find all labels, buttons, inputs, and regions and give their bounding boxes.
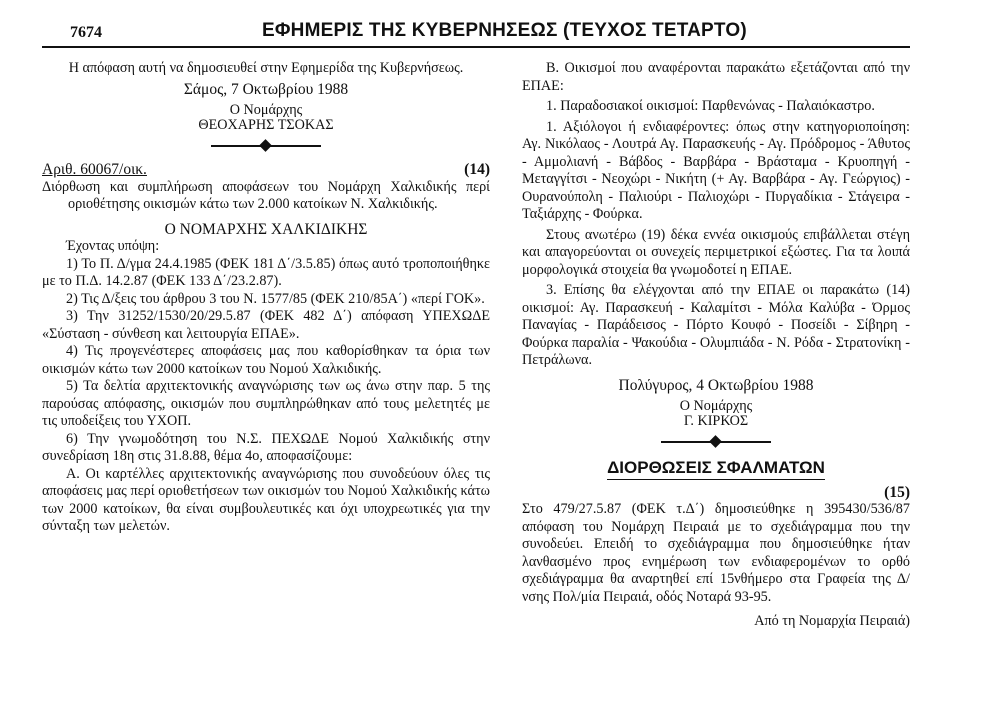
considering-item: 1) Το Π. Δ/γμα 24.4.1985 (ΦΕΚ 181 Δ΄/3.5.85) όπως αυτό τροποποιήθηκε με το Π.Δ. 14.2.87 (ΦΕΚ 133 Δ΄/23.2.87).	[42, 255, 490, 289]
publish-line: Η απόφαση αυτή να δημοσιευθεί στην Εφημερίδα της Κυβερνήσεως.	[68, 60, 464, 76]
place-date: Πολύγυρος, 4 Οκτωβρίου 1988	[618, 376, 814, 394]
decision-ref: (14)	[464, 161, 490, 178]
considering-item: 2) Τις Δ/ξεις του άρθρου 3 του Ν. 1577/85 (ΦΕΚ 210/85Α΄) «περί ΓΟΚ».	[66, 290, 485, 307]
page-header	[42, 14, 910, 48]
notable-settlements: 1. Αξιόλογοι ή ενδιαφέροντες: όπως στην κατηγοριοποίηση: Αγ. Νικόλαος - Λουτρά Αγ. Παρασκευής - Αγ. Πρόδρομος - Άθυτος - Αμμολιανή - Βάβδος - Βαρβάρα - Βράσταμα - Κρυοπηγή - Μεταγγίτσι - Νεοχώρι - Νικήτη (+ Αγ. Βαρβάρα - Αγ. Γεώργιος) - Ουρανούπολη - Παλιούρι - Παλιοχώρι - Πυργαδίκια - Στάγειρα - Ταξιάρχης - Φούρκα.	[522, 118, 910, 222]
gazette-title: ΕΦΗΜΕΡΙΣ ΤΗΣ ΚΥΒΕΡΝΗΣΕΩΣ (ΤΕΥΧΟΣ ΤΕΤΑΡΤΟ)	[262, 20, 747, 41]
signature-block	[522, 399, 910, 429]
section-title-text: ΔΙΟΡΘΩΣΕΙΣ ΣΦΑΛΜΑΤΩΝ	[607, 458, 825, 480]
correction-text: Στο 479/27.5.87 (ΦΕΚ τ.Δ΄) δημοσιεύθηκε η 395430/536/87 απόφαση του Νομάρχη Πειραιά με το σχεδιάγραμμα που την συνοδεύει. Επειδή το σχεδιάγραμμα που δημοσιεύθηκε ήταν λανθασμένο προς ενημέρωση των ενδιαφερομένων το ορθό σχεδιάγραμμα θα αναρτηθεί επί 15νθήμερο στα Γραφεία της Δ/νσης Πολ/μία Πειραιά, οδός Νοταρά 93-95.	[522, 501, 910, 605]
considering-item: 3) Την 31252/1530/20/29.5.87 (ΦΕΚ 482 Δ΄) απόφαση ΥΠΕΧΩΔΕ «Σύσταση - σύνθεση και λειτουργία ΕΠΑΕ».	[42, 308, 490, 342]
right-column	[522, 60, 910, 631]
signer-role: Ο Νομάρχης	[679, 398, 753, 414]
decision-clause-a: Α. Οι καρτέλλες αρχιτεκτονικής αναγνώρισης που συνοδεύουν όλες τις αποφάσεις μας περί οριοθετήσεων των οικισμών του Νομού Χαλκιδικής κάτω των 2000 κατοίκων, θα είναι συμβουλευτικές και όχι υποχρεωτικές για την σύνταξη των μελετών.	[42, 465, 490, 534]
signer-role: Ο Νομάρχης	[229, 102, 303, 118]
section-title	[522, 459, 910, 477]
left-column	[42, 60, 490, 536]
considering-item: 4) Τις προγενέστερες αποφάσεις μας που καθορίσθηκαν τα όρια των οικισμών κάτω των 2000 κατοίκων του Νομού Χαλκιδικής.	[42, 343, 490, 377]
checked-settlements: 3. Επίσης θα ελέγχονται από την ΕΠΑΕ οι παρακάτω (14) οικισμοί: Αγ. Παρασκευή - Καλαμίτσι - Μόλα Καλύβα - Όρμος Παναγίας - Παράδεισος - Πόρτο Κουφό - Ποσείδι - Σίβηρη - Φούρκα παραλία - Ψακούδια - Ολυμπιάδα - Ν. Ρόδα - Στρατονίκη - Πετράλωνα.	[522, 282, 910, 368]
considering-item: 6) Την γνωμοδότηση του Ν.Σ. ΠΕΧΩΔΕ Νομού Χαλκιδικής στην συνεδρίαση 18η στις 31.8.88, θέμα 4ο, αποφασίζουμε:	[42, 430, 490, 464]
signer-name: ΘΕΟΧΑΡΗΣ ΤΣΟΚΑΣ	[198, 117, 334, 133]
signature-block	[42, 103, 490, 133]
authority-heading: Ο ΝΟΜΑΡΧΗΣ ΧΑΛΚΙΔΙΚΗΣ	[164, 220, 368, 238]
correction-ref: (15)	[884, 483, 910, 501]
place-date: Σάμος, 7 Οκτωβρίου 1988	[183, 80, 349, 98]
roof-requirement: Στους ανωτέρω (19) δέκα εννέα οικισμούς επιβάλλεται στέγη και απαγορεύονται οι συνεχείς περιμετρικοί εξώστες. Για τα λοιπά μορφολογικά στοιχεία θα γνωμοδοτεί η ΕΠΑΕ.	[522, 226, 910, 278]
considering-item: 5) Τα δελτία αρχιτεκτονικής αναγνώρισης των ως άνω στην παρ. 5 της παρούσας απόφασης, οικισμών που συμπληρώθηκαν από τους μελετητές με τις υποδείξεις του ΥΧΟΠ.	[42, 378, 490, 429]
ornament-divider	[211, 139, 321, 153]
signer-name: Γ. ΚΙΡΚΟΣ	[683, 413, 749, 429]
decision-number: Αριθ. 60067/οικ.	[42, 161, 147, 178]
clause-b: Β. Οικισμοί που αναφέρονται παρακάτω εξετάζονται από την ΕΠΑΕ:	[522, 60, 910, 94]
page-number: 7674	[70, 24, 102, 41]
decision-heading	[42, 161, 490, 179]
correction-source: Από τη Νομαρχία Πειραιά)	[754, 613, 910, 629]
decision-subject: Διόρθωση και συμπλήρωση αποφάσεων του Νομάρχη Χαλκιδικής περί οριοθέτησης οικισμών κάτω των 2.000 κατοίκων Ν. Χαλκιδικής.	[42, 178, 490, 212]
considering-label: Έχοντας υπόψη:	[66, 238, 160, 254]
ornament-divider	[661, 435, 771, 449]
traditional-settlements: 1. Παραδοσιακοί οικισμοί: Παρθενώνας - Παλαιόκαστρο.	[546, 98, 875, 114]
